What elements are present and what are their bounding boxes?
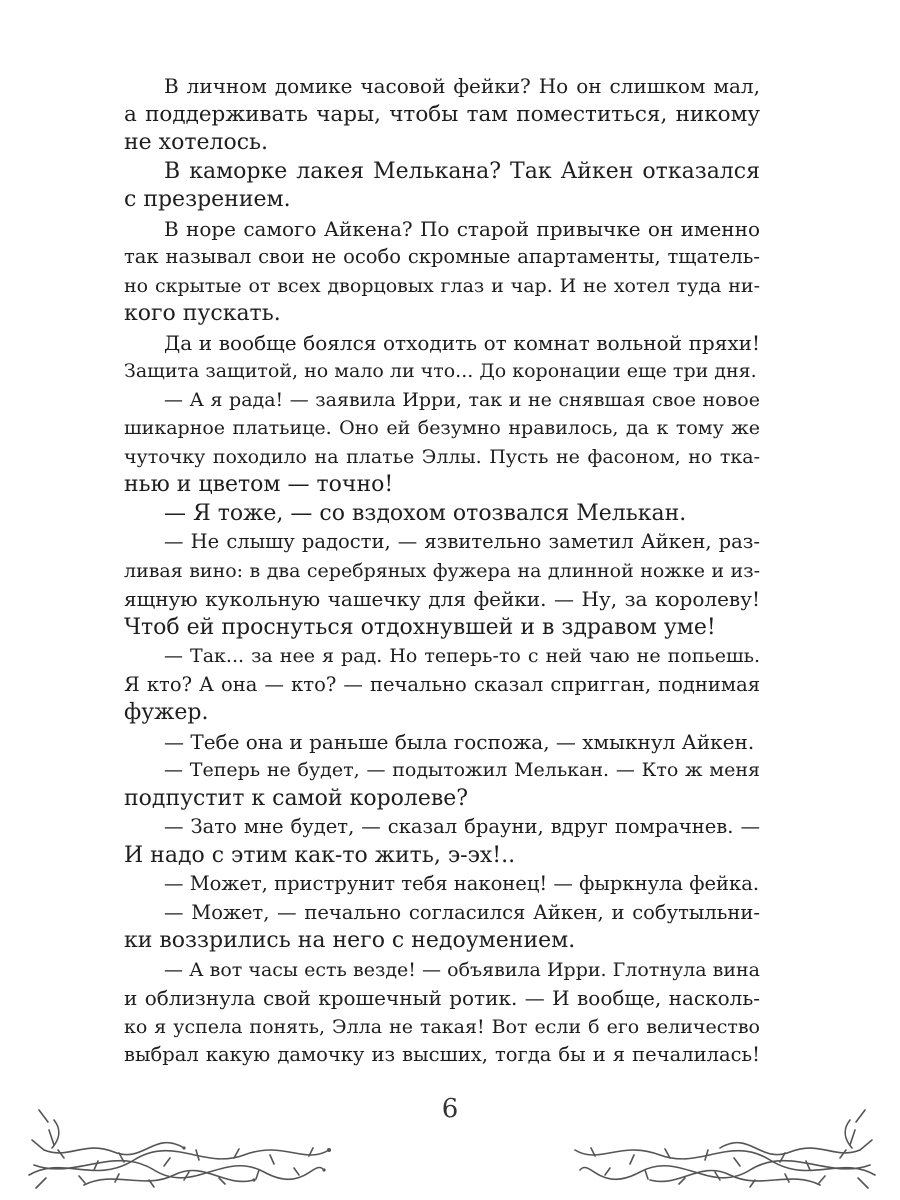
text-line: а поддерживать чары, чтобы там поместиться, никому — [124, 101, 760, 127]
text-line: — Тебе она и раньше была госпожа, — хмыкнул Айкен. — [164, 729, 755, 754]
text-line: — Я тоже, — со вздохом отозвался Мелькан. — [164, 500, 687, 526]
text-line: Я кто? А она — кто? — печально сказал спригган, поднимая — [124, 672, 760, 696]
text-line: чуточку походило на платье Эллы. Пусть не фасоном, но тка- — [124, 445, 760, 468]
text-line: ки воззрились на него с недоумением. — [124, 928, 576, 953]
thorn-vine-ornament-left — [24, 1100, 334, 1195]
text-line: ящную кукольную чашечку для фейки. — Ну, за королеву! — [124, 587, 760, 611]
text-line: Защита защитой, но мало ли что... До коронации еще три дня. — [124, 360, 757, 382]
text-line: — Зато мне будет, — сказал брауни, вдруг помрачнев. — — [164, 815, 760, 838]
text-line: В каморке лакея Мелькана? Так Айкен отказался — [164, 158, 760, 184]
text-line: — А вот часы есть везде! — объявила Ирри. Глотнула вина — [164, 958, 760, 981]
text-line: Чтоб ей проснуться отдохнувшей и в здравом уме! — [124, 614, 716, 640]
text-line: ливая вино: в два серебряных фужера на длинной ножке и из- — [124, 559, 760, 582]
text-line: нью и цветом — точно! — [124, 472, 394, 497]
text-line: не хотелось. — [124, 130, 269, 155]
thorn-vine-ornament-right — [570, 1100, 880, 1195]
text-line: Да и вообще боялся отходить от комнат вольной пряхи! — [164, 330, 760, 355]
text-line: кого пускать. — [124, 301, 281, 326]
text-line: — Может, — печально согласился Айкен, и собутыльни- — [164, 900, 760, 924]
text-line: шикарное платьице. Оно ей безумно нравилось, да к тому же — [124, 417, 760, 439]
text-line: — Может, приструнит тебя наконец! — фыркнула фейка. — [164, 872, 760, 895]
text-line: но скрытые от всех дворцовых глаз и чар. И не хотел туда ни- — [124, 274, 760, 297]
text-line: — А я рада! — заявила Ирри, так и не снявшая свое новое — [164, 388, 760, 411]
body-text — [124, 72, 760, 1070]
text-line: так называл свои не особо скромные апартаменты, тщатель- — [124, 245, 760, 268]
text-line: выбрал какую дамочку из высших, тогда бы и я печалилась! — [124, 1043, 760, 1066]
text-line: ко я успела понять, Элла не такая! Вот если б его величество — [124, 1015, 760, 1038]
text-line: и облизнула свой крошечный ротик. — И вообще, насколь- — [124, 986, 760, 1010]
text-line: фужер. — [124, 700, 209, 725]
page-number: 6 — [441, 1094, 459, 1124]
text-line: — Так... за нее я рад. Но теперь-то с ней чаю не попьешь. — [164, 645, 760, 667]
text-line: И надо с этим как-то жить, э-эх!.. — [124, 842, 516, 868]
text-line: подпустит к самой королеве? — [124, 785, 469, 811]
text-line: В личном домике часовой фейки? Но он слишком мал, — [164, 74, 760, 98]
text-line: с презрением. — [124, 187, 291, 212]
text-line: В норе самого Айкена? По старой привычке он именно — [164, 216, 760, 241]
text-line: — Теперь не будет, — подытожил Мелькан. — Кто ж меня — [164, 759, 760, 781]
text-line: — Не слышу радости, — язвительно заметил Айкен, раз- — [164, 530, 760, 553]
